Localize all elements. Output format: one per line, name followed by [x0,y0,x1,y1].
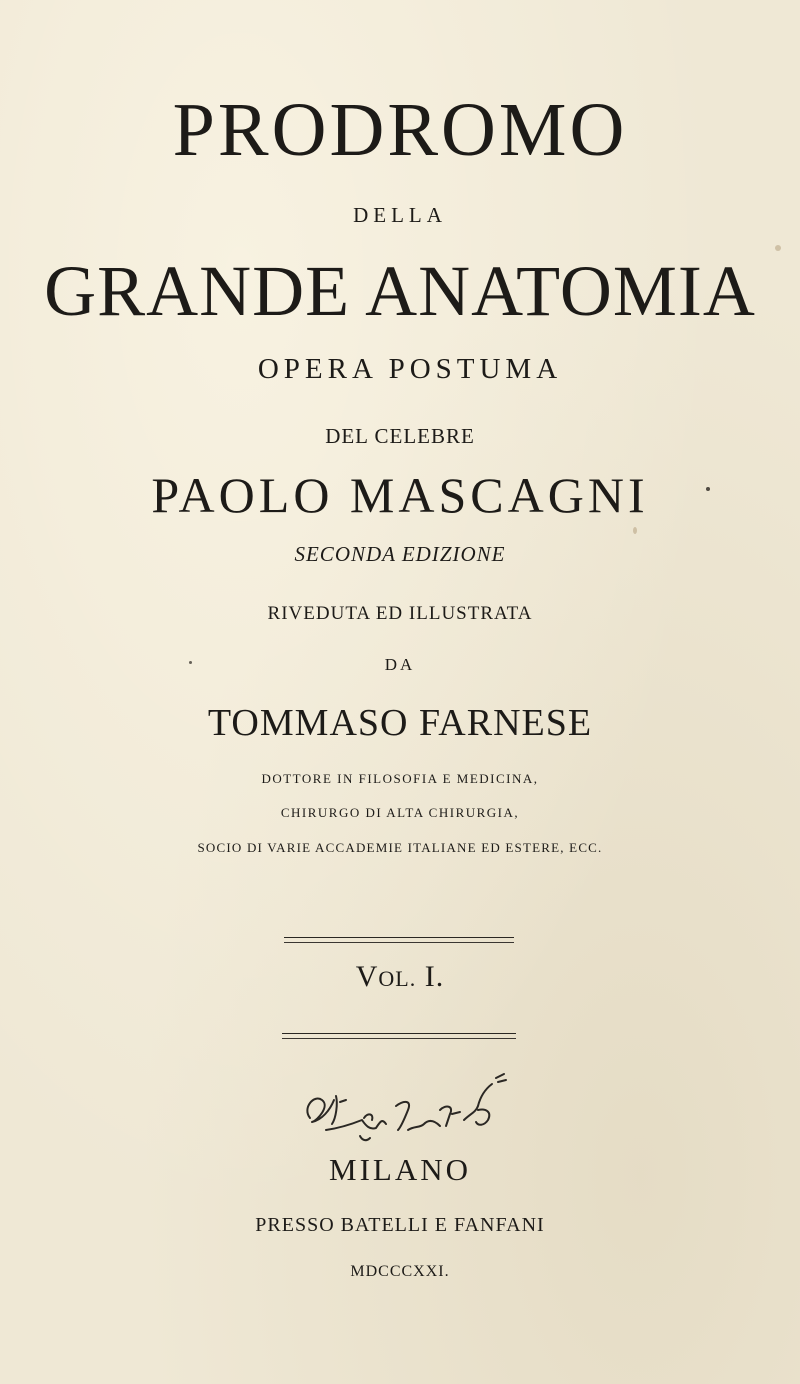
volume-rest: OL. [378,966,417,991]
work-type: OPERA POSTUMA [257,353,563,385]
volume-number: I. [424,960,445,993]
author-prefix: DEL CELEBRE [325,424,475,448]
divider-top [284,937,514,938]
edition-label: SECONDA EDIZIONE [294,542,506,566]
volume-label [0,962,800,992]
book-subject: GRANDE ANATOMIA [44,251,756,331]
editor-credential: SOCIO DI VARIE ACCADEMIE ITALIANE ED ESTERE, ECC. [197,840,603,855]
title-connector: DELLA [353,203,447,227]
editor-name: TOMMASO FARNESE [207,702,593,744]
publisher-signature [300,1070,520,1150]
author-name: PAOLO MASCAGNI [151,467,649,523]
divider-bottom-thin [282,1038,516,1039]
publication-city: MILANO [329,1152,471,1187]
foxing-spot [775,245,781,251]
volume-prefix: V [355,960,379,993]
revision-note: RIVEDUTA ED ILLUSTRATA [267,603,533,624]
publication-date: MDCCCXXI. [350,1263,450,1280]
book-title: PRODROMO [172,88,628,172]
divider-bottom [282,1033,516,1034]
editor-credential: CHIRURGO DI ALTA CHIRURGIA, [280,805,520,820]
foxing-spot [633,527,637,534]
editor-credential: DOTTORE IN FILOSOFIA E MEDICINA, [261,771,539,786]
publisher-name: PRESSO BATELLI E FANFANI [255,1214,545,1236]
editor-prefix: DA [384,655,416,674]
divider-top-thin [284,942,514,943]
